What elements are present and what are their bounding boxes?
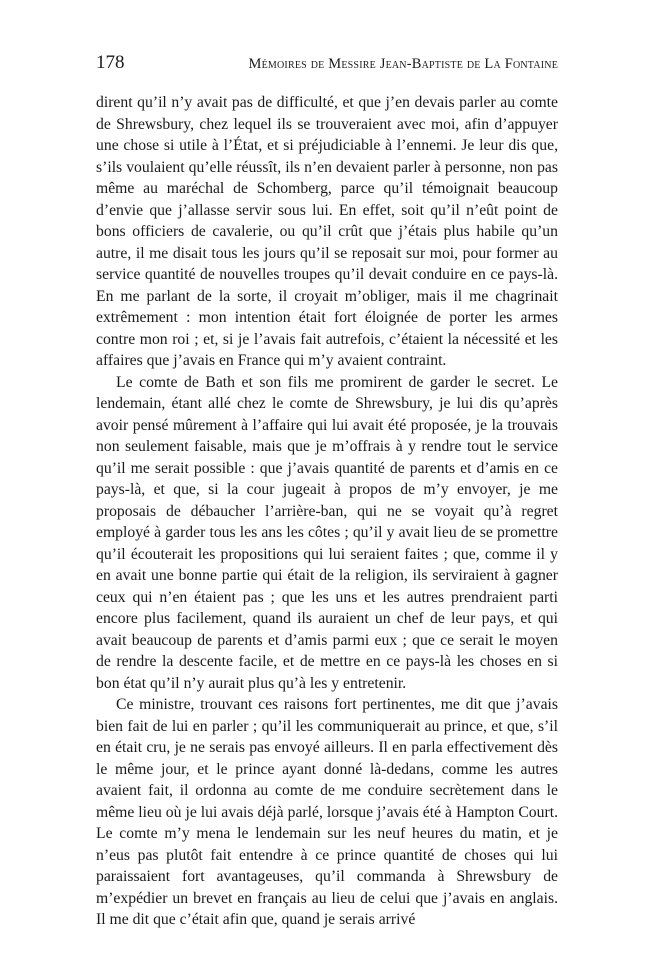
page-header [96, 52, 558, 74]
paragraph-3: Ce ministre, trouvant ces raisons fort pertinentes, me dit que j’avais bien fait de lui en parler ; qu’il les communiquerait au prince, et que, s’il en était cru, je ne serais pas envoyé ailleurs. Il en parla effectivement dès le même jour, et le prince ayant donné là-dedans, comme les autres avaient fait, il ordonna au comte de me conduire secrètement dans le même lieu où je lui avais déjà parlé, lorsque j’avais été à Hampton Court. Le comte m’y mena le lendemain sur les neuf heures du matin, et je n’eus pas plutôt fait entendre à ce prince quantité de choses qui lui paraissaient fort avantageuses, qu’il commanda à Shrewsbury de m’expédier un brevet en français au lieu de celui que j’avais en anglais. Il me dit que c’était afin que, quand je serais arrivé [96, 696, 558, 928]
paragraph-2: Le comte de Bath et son fils me promirent de garder le secret. Le lendemain, étant allé chez le comte de Shrewsbury, je lui dis qu’après avoir pensé mûrement à l’affaire qui lui avait été proposée, je la trouvais non seulement faisable, mais que je m’offrais à y rendre tout le service qu’il me serait possible : que j’avais quantité de parents et d’amis en ce pays-là, et que, si la cour jugeait à propos de m’y envoyer, je me proposais de débaucher l’arrière-ban, qui ne se voyait qu’à regret employé à garder tous les ans les côtes ; qu’il y avait lieu de se promettre qu’il écouterait les propositions qui lui seraient faites ; que, comme il y en avait une bonne partie qui était de la religion, ils serviraient à gagner ceux qui n’en étaient pas ; que les uns et les autres prendraient parti encore plus facilement, quand ils auraient un chef de leur pays, et qui avait beaucoup de parents et d’amis parmi eux ; que ce serait le moyen de rendre la descente facile, et de mettre en ce pays-là les choses en si bon état qu’il n’y aurait plus qu’à les y entretenir. [96, 373, 558, 692]
running-title: Mémoires de Messire Jean-Baptiste de La Fontaine [248, 56, 558, 72]
paragraph-1: dirent qu’il n’y avait pas de difficulté, et que j’en devais parler au comte de Shrewsbury, chez lequel ils se trouveraient avec moi, afin d’appuyer une chose si utile à l’État, et si préjudiciable à l’ennemi. Je leur dis que, s’ils voulaient qu’elle réussît, ils n’en devaient parler à personne, non pas même au maréchal de Schomberg, parce qu’il témoignait beaucoup d’envie que j’allasse servir sous lui. En effet, soit qu’il n’eût point de bons officiers de cavalerie, ou qu’il crût que j’étais plus habile qu’un autre, il me disait tous les jours qu’il se reposait sur moi, pour former au service quantité de nouvelles troupes qu’il devait conduire en ce pays-là. En me parlant de la sorte, il croyait m’obliger, mais il me chagrinait extrêmement : mon intention était fort éloignée de porter les armes contre mon roi ; et, si je l’avais fait autrefois, c’étaient la nécessité et les affaires que j’avais en France qui m’y avaient contraint. [96, 94, 558, 369]
body-text [96, 92, 558, 931]
page-number: 178 [96, 52, 125, 73]
